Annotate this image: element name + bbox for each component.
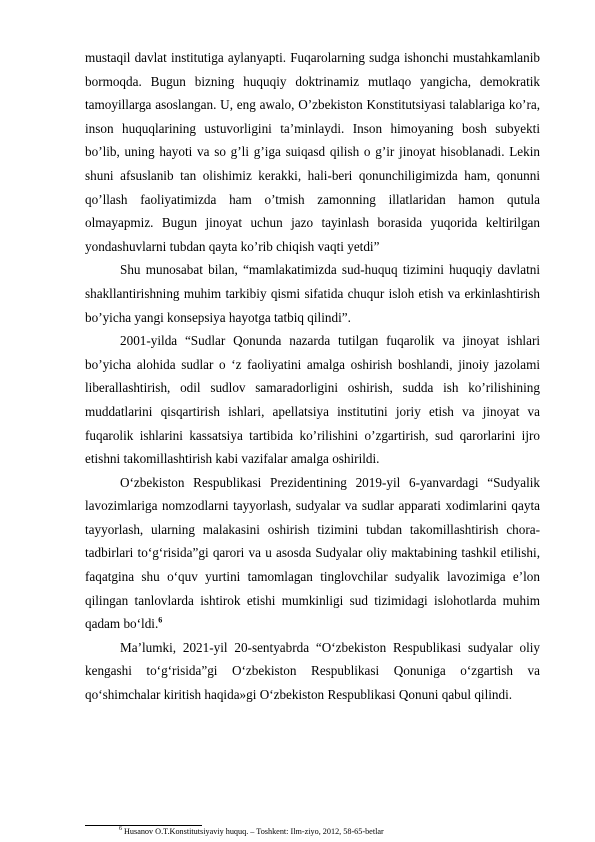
paragraph-2 xyxy=(85,258,540,329)
paragraph-1 xyxy=(85,46,540,258)
paragraph-4-text: O‘zbekiston Respublikasi Prezidentining 2019-yil 6-yanvardagi “Sudyalik lavozimlariga nomzodlarni tayyorlash, sudyalar va sudlar apparati xodimlarini qayta tayyorlash, ularning malakasini oshirish tizimini tubdan takomillashtirish chora-tadbirlari to‘g‘risida”gi qarori va u asosda Sudyalar oliy maktabining tashkil etilishi, faqatgina shu o‘quv yurtini tamomlagan tinglovchilar sudyalik lavozimiga e’lon qilingan tanlovlarda ishtirok etishi mumkinligi sud tizimidagi islohotlarda muhim qadam bo‘ldi. xyxy=(85,474,540,632)
paragraph-5-text: Ma’lumki, 2021-yil 20-sentyabrda “O‘zbekiston Respublikasi sudyalar oliy kengashi to‘g‘risida”gi O‘zbekiston Respublikasi Qonuniga o‘zgartish va qo‘shimchalar kiritish haqida»gi O‘zbekiston Respublikasi Qonuni qabul qilindi. xyxy=(85,639,540,703)
paragraph-4 xyxy=(85,471,540,636)
footnote xyxy=(119,827,384,837)
paragraph-3 xyxy=(85,329,540,471)
footnote-reference[interactable]: 6 xyxy=(158,615,163,625)
document-body xyxy=(85,46,540,707)
paragraph-5 xyxy=(85,636,540,707)
paragraph-2-text: Shu munosabat bilan, “mamlakatimizda sud-huquq tizimini huquqiy davlatni shakllantirishning muhim tarkibiy qismi sifatida chuqur isloh etish va erkinlashtirish bo’yicha yangi konsepsiya hayotga tatbiq qilindi”. xyxy=(85,262,540,325)
paragraph-3-text: 2001-yilda “Sudlar Qonunda nazarda tutilgan fuqarolik va jinoyat ishlari bo’yicha alohida sudlar o ‘z faoliyatini amalga oshirish boshlandi, jinoiy jazolami liberallashtirish, odil sudlov samaradorligini oshirish, sudda ish ko’rilishining muddatlarini qisqartirish ishlari, apellatsiya institutini joriy etish va jinoyat va fuqarolik ishlarini kassatsiya tartibida ko’rilishini o’zgartirish, sud qarorlarini ijro etishni takomillashtirish kabi vazifalar amalga oshirildi. xyxy=(85,333,540,467)
paragraph-1-text: mustaqil davlat institutiga aylanyapti. Fuqarolarning sudga ishonchi mustahkamlanib bormoqda. Bugun bizning huquqiy doktrinamiz mutlaqo yangicha, demokratik tamoyillarga asoslangan. U, eng awalo, O’zbekiston Konstitutsiyasi talablariga ko’ra, inson huquqlarining ustuvorligini ta’minlaydi. Inson himoyaning bosh subyekti bo’lib, uning hayoti va so g’li g’iga suiqasd qilish o g’ir jinoyat hisoblanadi. Lekin shuni afsuslanib tan olishimiz kerakki, hali-beri qonunchiligimizda ham, qonunni qo’llash faoliyatimizda ham o’tmish zamonning illatlaridan hamon qutula olmayapmiz. Bugun jinoyat uchun jazo tayinlash borasida yuqorida keltirilgan yondashuvlarni tubdan qayta ko’rib chiqish vaqti yetdi” xyxy=(85,50,540,254)
footnote-separator xyxy=(85,825,202,826)
footnote-mark: 6 xyxy=(119,826,122,833)
footnote-text: Husanov O.T.Konstitutsiyaviy huquq. – Toshkent: Ilm-ziyo, 2012, 58-65-betlar xyxy=(124,827,384,836)
